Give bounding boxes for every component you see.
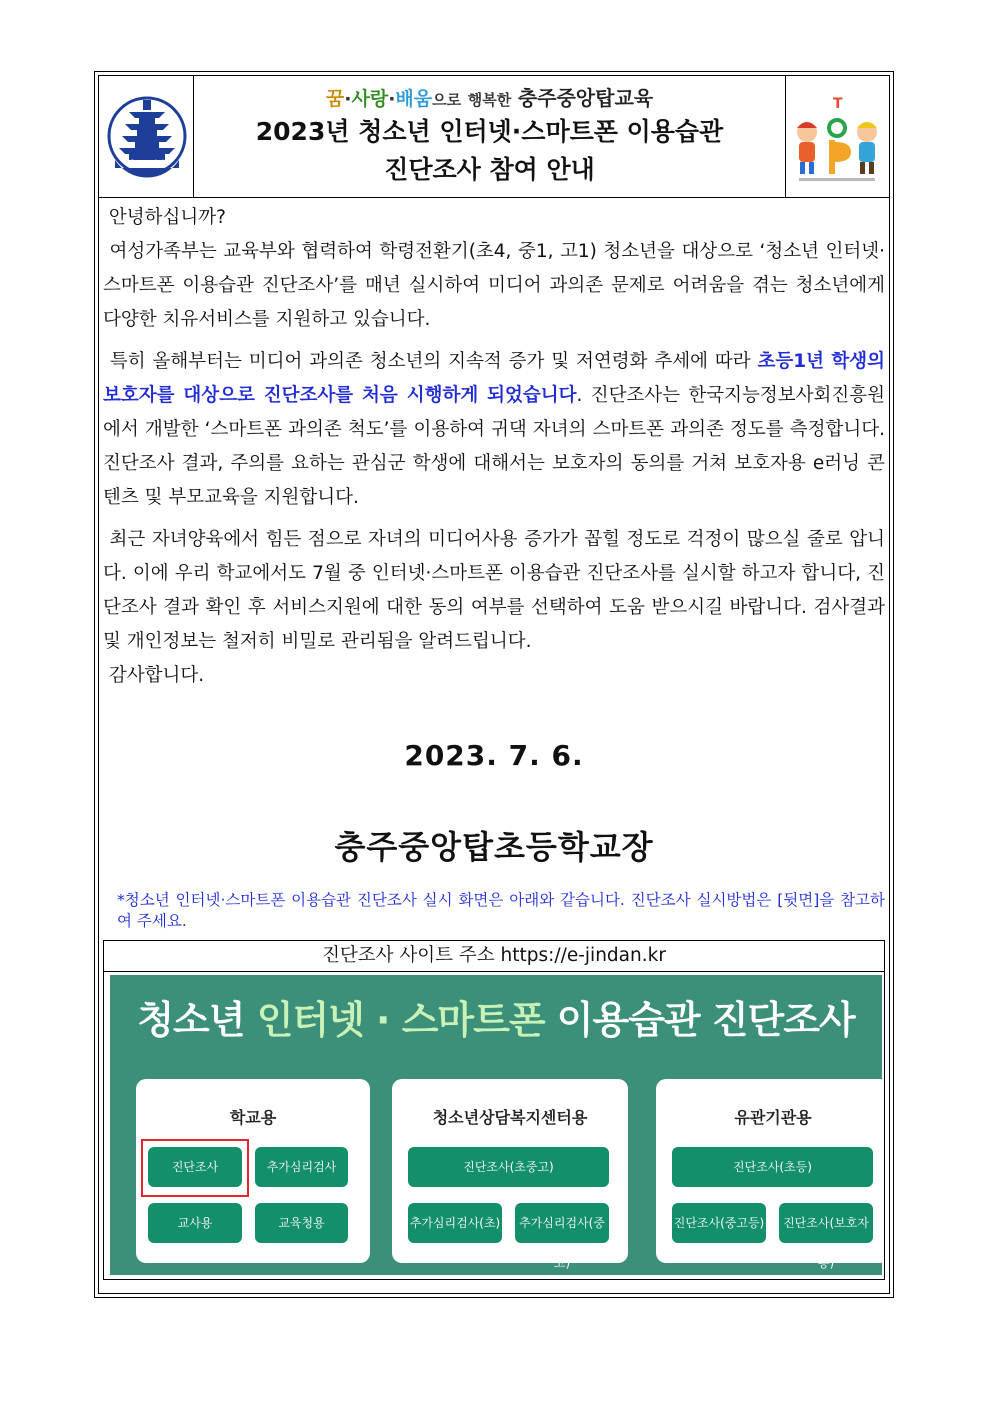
page-title-line1: 2023년 청소년 인터넷·스마트폰 이용습관: [255, 117, 724, 146]
slogan: [194, 82, 785, 111]
page-title-line2: 진단조사 참여 안내: [384, 155, 595, 184]
banner-title: [110, 989, 882, 1044]
slogan-word-happy: 행복한: [467, 91, 512, 109]
document-inner-frame: [98, 75, 890, 1294]
card-title: 청소년상담복지센터용: [432, 1108, 588, 1127]
btn-extra-psych-elementary[interactable]: 추가심리검사(초): [408, 1203, 502, 1243]
closing: [103, 659, 885, 693]
site-screenshot-banner: [110, 975, 882, 1275]
letter-body: [103, 201, 885, 693]
paragraph-3-text: 최근 자녀양육에서 힘든 점으로 자녀의 미디어사용 증가가 꼽힐 정도로 걱정이 많으실 줄로 압니다. 이에 우리 학교에서도 7월 중 인터넷·스마트폰 이용습관 진단조사를 실시할 하고자 합니다, 진단조사 결과 확인 후 서비스지원에 대한 동의 여부를 선택하여 도움 받으시길 바랍니다. 검사결과 및 개인정보는 철저히 비밀로 관리됨을 알려드립니다.: [103, 529, 885, 652]
btn-extra-psych-test[interactable]: 추가심리검사: [255, 1147, 348, 1187]
school-logo-icon: [107, 86, 187, 186]
btn-diagnosis-guardian[interactable]: 진단조사(보호자용): [779, 1203, 873, 1243]
site-box: [103, 940, 885, 1280]
banner-title-part-a: 청소년: [137, 998, 257, 1042]
closing-text: 감사합니다.: [108, 665, 205, 686]
paragraph-1-text: 여성가족부는 교육부와 협력하여 학령전환기(초4, 중1, 고1) 청소년을 대상으로 ‘청소년 인터넷·스마트폰 이용습관 진단조사’를 매년 실시하여 미디어 과의존 문제로 어려움을 겪는 청소년에게 다양한 치유서비스를 지원하고 있습니다.: [103, 241, 885, 330]
paragraph-3: [103, 523, 885, 659]
document-frame: [94, 71, 894, 1298]
btn-diagnosis-elementary[interactable]: 진단조사(초등): [672, 1147, 873, 1187]
footnote: *청소년 인터넷·스마트폰 이용습관 진단조사 실시 화면은 아래와 같습니다. 진단조사 실시방법은 [뒷면]을 참고하여 주세요.: [117, 891, 885, 930]
btn-extra-psych-secondary[interactable]: 추가심리검사(중고): [515, 1203, 609, 1243]
btn-diagnosis-secondary[interactable]: 진단조사(중고등): [672, 1203, 766, 1243]
btn-diagnosis[interactable]: 진단조사: [148, 1147, 242, 1187]
btn-diagnosis-all[interactable]: 진단조사(초중고): [408, 1147, 609, 1187]
paragraph-1: [103, 235, 885, 337]
header: [99, 76, 889, 198]
site-url-label: 진단조사 사이트 주소 https://e-jindan.kr: [104, 941, 884, 972]
slogan-word-dream: 꿈: [325, 88, 345, 110]
btn-teacher[interactable]: 교사용: [148, 1203, 242, 1243]
selection-highlight-box: [141, 1139, 249, 1197]
paragraph-2-highlight: 초등1년 학생의 보호자를 대상으로 진단조사를 처음 시행하게 되었습니다: [103, 351, 885, 406]
title-cell: [194, 76, 785, 197]
paragraph-2: [103, 345, 885, 515]
card-related-agency: [656, 1079, 882, 1270]
paragraph-2-end: . 진단조사는 한국지능정보사회진흥원에서 개발한 ‘스마트폰 과의존 척도’를 이용하여 귀댁 자녀의 스마트폰 과의존 정도를 측정합니다. 진단조사 결과, 주의를 요하는 관심군 학생에 대해서는 보호자의 동의를 거쳐 보호자용 e러닝 콘텐츠 및 부모교육을 지원합니다.: [103, 385, 885, 508]
banner-title-part-c: 이용습관 진단조사: [544, 998, 855, 1042]
slogan-word-love: 사랑: [351, 88, 389, 110]
slogan-word-learning: 배움: [395, 88, 433, 110]
logo-caption: 충주중앙탑: [128, 159, 166, 168]
card-title: 유관기관용: [734, 1108, 812, 1127]
top-mascot-icon: [789, 88, 885, 188]
slogan-suffix: 으로: [432, 91, 462, 109]
card-youth-center: [392, 1079, 628, 1270]
btn-education-office[interactable]: 교육청용: [255, 1203, 348, 1243]
letter-date: 2023. 7. 6.: [404, 739, 584, 772]
card-title: 학교용: [229, 1108, 277, 1127]
slogan-separator: ·: [388, 88, 396, 110]
letter-signer: 충주중앙탑초등학교장: [334, 828, 654, 866]
greeting-text: 안녕하십니까?: [108, 207, 226, 228]
school-logo-cell: [99, 76, 194, 197]
paragraph-2-start: 특히 올해부터는 미디어 과의존 청소년의 지속적 증가 및 저연령화 추세에 따라: [109, 351, 758, 372]
slogan-org-name: 충주중앙탑교육: [517, 86, 654, 110]
mascot-cell: [785, 76, 889, 197]
svg-text:T: T: [833, 96, 843, 112]
slogan-separator: ·: [344, 88, 352, 110]
banner-title-part-b: 인터넷 · 스마트폰: [256, 998, 545, 1042]
greeting: [103, 201, 885, 235]
card-school: [136, 1079, 370, 1263]
